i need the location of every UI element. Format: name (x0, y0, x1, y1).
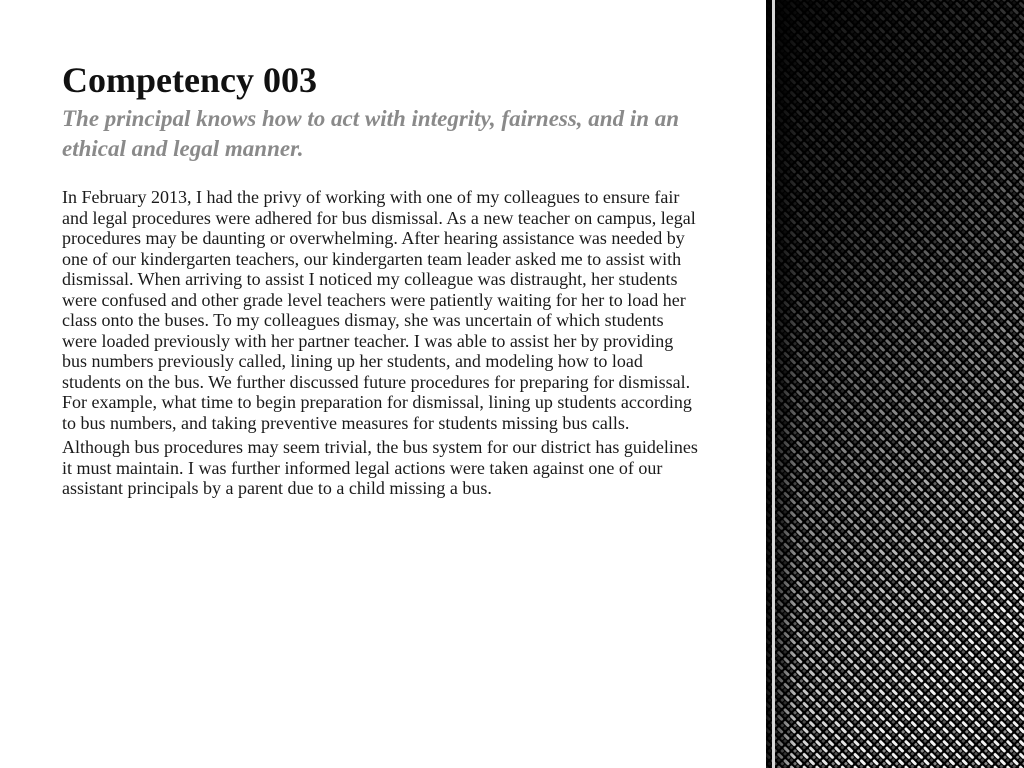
decorative-side-panel (766, 0, 1024, 768)
slide-subtitle: The principal knows how to act with integrity, fairness, and in an ethical and legal manner. (62, 106, 680, 161)
slide-title: Competency 003 (62, 60, 317, 100)
panel-divider-line (772, 0, 775, 768)
body-paragraph-1: In February 2013, I had the privy of working with one of my colleagues to ensure fair and legal procedures were adhered for bus dismissal. As a new teacher on campus, legal procedures may be daunting or overwhelming. After hearing assistance was needed by one of our kindergarten teachers, our kindergarten team leader asked me to assist with dismissal. When arriving to assist I noticed my colleague was distraught, her students were confused and other grade level teachers were patiently waiting for her to load her class onto the buses. To my colleagues dismay, she was uncertain of which students were loaded previously with her partner teacher. I was able to assist her by providing bus numbers previously called, lining up her students, and modeling how to load students on the bus. We further discussed future procedures for preparing for dismissal. For example, what time to begin preparation for dismissal, lining up students according to bus numbers, and taking preventive measures for students missing bus calls. (62, 187, 696, 433)
slide-body (62, 187, 702, 499)
body-paragraph-2: Although bus procedures may seem trivial, the bus system for our district has guidelines it must maintain. I was further informed legal actions were taken against one of our assistant principals by a parent due to a child missing a bus. (62, 437, 698, 498)
carbon-fiber-pattern (766, 0, 1024, 768)
slide-content (62, 58, 702, 503)
